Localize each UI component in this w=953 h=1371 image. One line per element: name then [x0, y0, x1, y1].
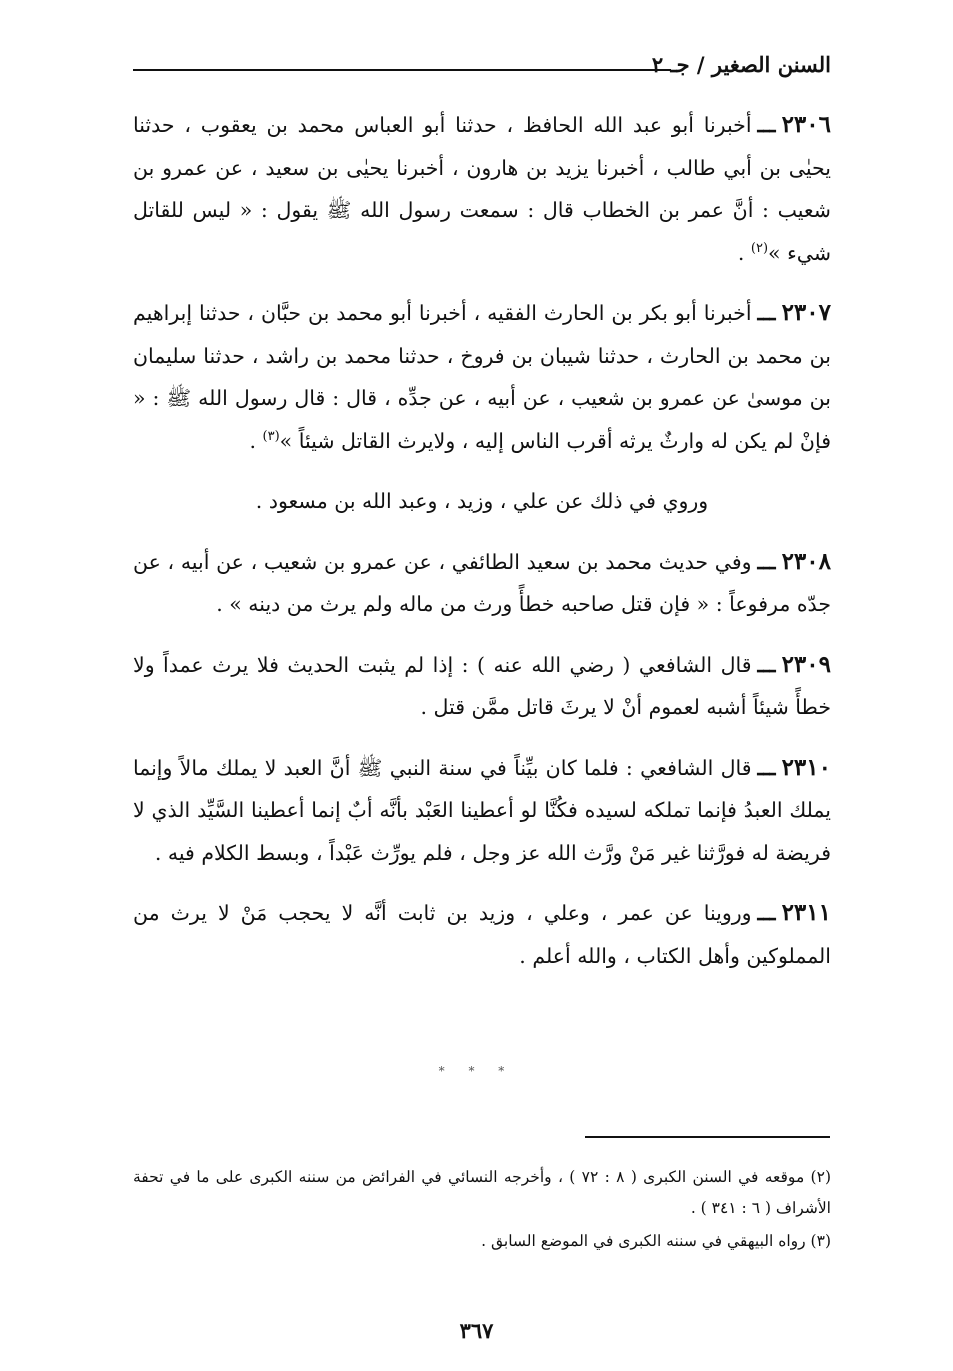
dash-separator: ـــ [757, 652, 776, 677]
dash-separator: ـــ [757, 301, 776, 325]
hadith-number: ٢٣٠٦ [781, 111, 831, 138]
hadith-number: ٢٣٠٩ [781, 650, 831, 678]
header-rule [133, 69, 671, 71]
dash-separator: ـــ [757, 113, 776, 137]
hadith-text: قال الشافعي : فلما كان بيِّناً في سنة النبي ﷺ أنَّ العبد لا يملك مالاً وإنما يملك العبدُ فإنما تملكه لسيده فكُنَّا لو أعطينا العَبْد بأنَّه أبٌ إنما أعطينا السَّيِّد الذي لا فريضة له فورَّثنا غير مَنْ ورَّث الله عز وجل ، فلم يورِّث عَبْداً ، وبسط الكلام فيه . [133, 755, 831, 865]
hadith-number: ٢٣١١ [781, 899, 831, 926]
hadith-text: وروينا عن عمر ، وعلي ، وزيد بن ثابت أنَّه لا يحجب مَنْ لا يرث من المملوكين وأهل الكتاب ، والله أعلم . [133, 901, 831, 968]
footnote-reference[interactable]: (٣) [262, 428, 280, 444]
dash-separator: ـــ [757, 901, 776, 925]
narration-note [133, 480, 831, 523]
hadith-paragraph [133, 644, 831, 729]
hadith-paragraph [133, 104, 831, 274]
hadith-text: أخبرنا أبو عبد الله الحافظ ، حدثنا أبو العباس محمد بن يعقوب ، حدثنا يحيٰى بن أبي طالب ، أخبرنا يزيد بن هارون ، أخبرنا يحيٰى بن سعيد ، عن عمرو بن شعيب : أنَّ عمر بن الخطاب قال : سمعت رسول الله ﷺ يقول : « ليس للقاتل شيء » [133, 113, 831, 265]
narration-text: وروي في ذلك عن علي ، وزيد ، وعبد الله بن مسعود . [255, 489, 709, 513]
dash-separator: ـــ [757, 755, 776, 780]
hadith-number: ٢٣٠٨ [781, 547, 831, 575]
footnote-rule [585, 1136, 830, 1138]
footnote-reference[interactable]: (٢) [750, 240, 769, 256]
hadith-text: أخبرنا أبو بكر بن الحارث الفقيه ، أخبرنا أبو محمد بن حبَّان ، حدثنا إبراهيم بن محمد بن الحارث ، حدثنا شيبان بن فروخ ، حدثنا محمد بن راشد ، حدثنا سليمان بن موسىٰ عن عمرو بن شعيب ، عن أبيه ، عن جدِّه ، قال : قال رسول الله ﷺ : « فإنْ لم يكن له وارثٌ يرثه أقرب الناس إليه ، ولايرث القاتل شيئاً » [133, 301, 831, 453]
hadith-number: ٢٣٠٧ [781, 299, 831, 326]
hadith-text: قال الشافعي ( رضي الله عنه ) : إذا لم يثبت الحديث فلا يرث عمداً ولا خطأً شيئاً أشبه لعموم أنْ لا يرثَ قاتل ممَّن قتل . [133, 652, 831, 719]
header-title: السنن الصغير / جـ ٢ [651, 52, 831, 77]
hadith-paragraph [133, 747, 831, 875]
page-number: ٣٦٧ [459, 1318, 494, 1343]
main-text [133, 104, 831, 995]
hadith-tail: . [249, 428, 263, 453]
footnote: (٢) موقعه في السنن الكبرى ( ٨ : ٧٢ ) ، وأخرجه النسائي في الفرائض من سننه الكبرى على ما في تحفة الأشراف ( ٦ : ٣٤١ ) . [133, 1168, 831, 1217]
footnotes [133, 1162, 831, 1259]
hadith-paragraph [133, 292, 831, 462]
hadith-tail: . [737, 240, 751, 265]
hadith-paragraph [133, 892, 831, 977]
hadith-text: وفي حديث محمد بن سعيد الطائفي ، عن عمرو بن شعيب ، عن أبيه ، عن جدّه مرفوعاً : « فإن قتل صاحبه خطأً ورث من ماله ولم يرث من دينه » . [133, 549, 831, 616]
section-separator-stars: * * * [438, 1064, 515, 1078]
dash-separator: ـــ [757, 549, 776, 574]
hadith-paragraph [133, 541, 831, 626]
hadith-number: ٢٣١٠ [781, 753, 831, 781]
footnote: (٣) رواه البيهقي في سننه الكبرى في الموضع السابق . [481, 1232, 831, 1250]
running-header [133, 44, 831, 84]
